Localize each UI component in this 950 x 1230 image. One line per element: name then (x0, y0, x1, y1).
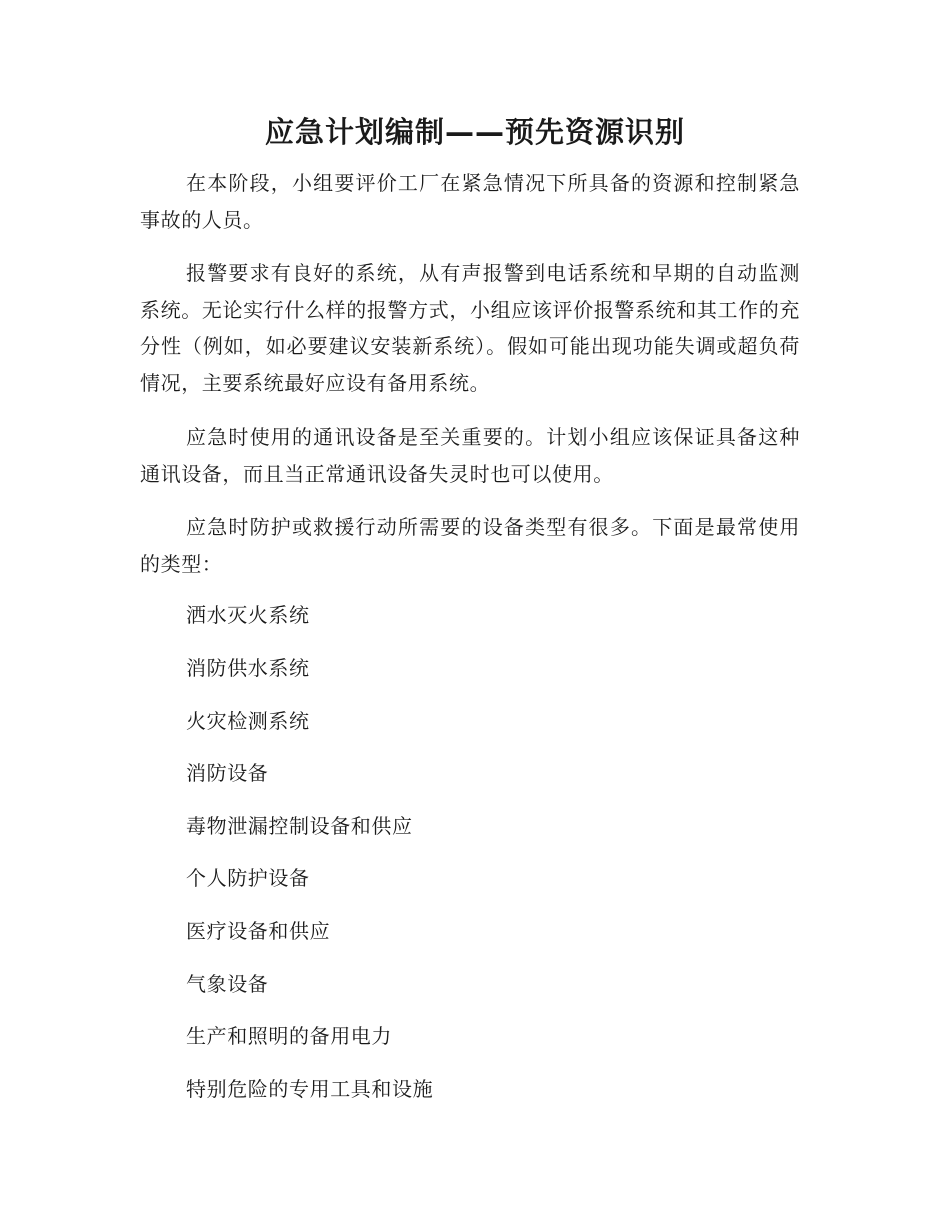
document-title: 应急计划编制——预先资源识别 (264, 115, 685, 149)
list-item: 特别危险的专用工具和设施 (186, 1077, 434, 1101)
list-item: 消防供水系统 (186, 656, 310, 680)
list-item: 火灾检测系统 (186, 709, 310, 733)
list-item: 气象设备 (186, 972, 269, 996)
paragraph-equipment-types: 应急时防护或救援行动所需要的设备类型有很多。下面是最常使用的类型： (140, 515, 800, 576)
list-item: 消防设备 (186, 761, 269, 785)
paragraph-alarm-systems: 报警要求有良好的系统，从有声报警到电话系统和早期的自动监测系统。无论实行什么样的报警方式，小组应该评价报警系统和其工作的充分性（例如，如必要建议安装新系统）。假如可能出现功能失调或超负荷情况，主要系统最好应设有备用系统。 (140, 261, 800, 395)
list-item: 毒物泄漏控制设备和供应 (186, 814, 413, 838)
list-item: 医疗设备和供应 (186, 919, 331, 943)
list-item: 洒水灭火系统 (186, 603, 310, 627)
paragraph-resources-intro: 在本阶段，小组要评价工厂在紧急情况下所具备的资源和控制紧急事故的人员。 (140, 171, 800, 232)
list-item: 生产和照明的备用电力 (186, 1024, 392, 1048)
list-item: 个人防护设备 (186, 866, 310, 890)
paragraph-communication-equipment: 应急时使用的通讯设备是至关重要的。计划小组应该保证具备这种通讯设备，而且当正常通讯设备失灵时也可以使用。 (140, 425, 800, 486)
